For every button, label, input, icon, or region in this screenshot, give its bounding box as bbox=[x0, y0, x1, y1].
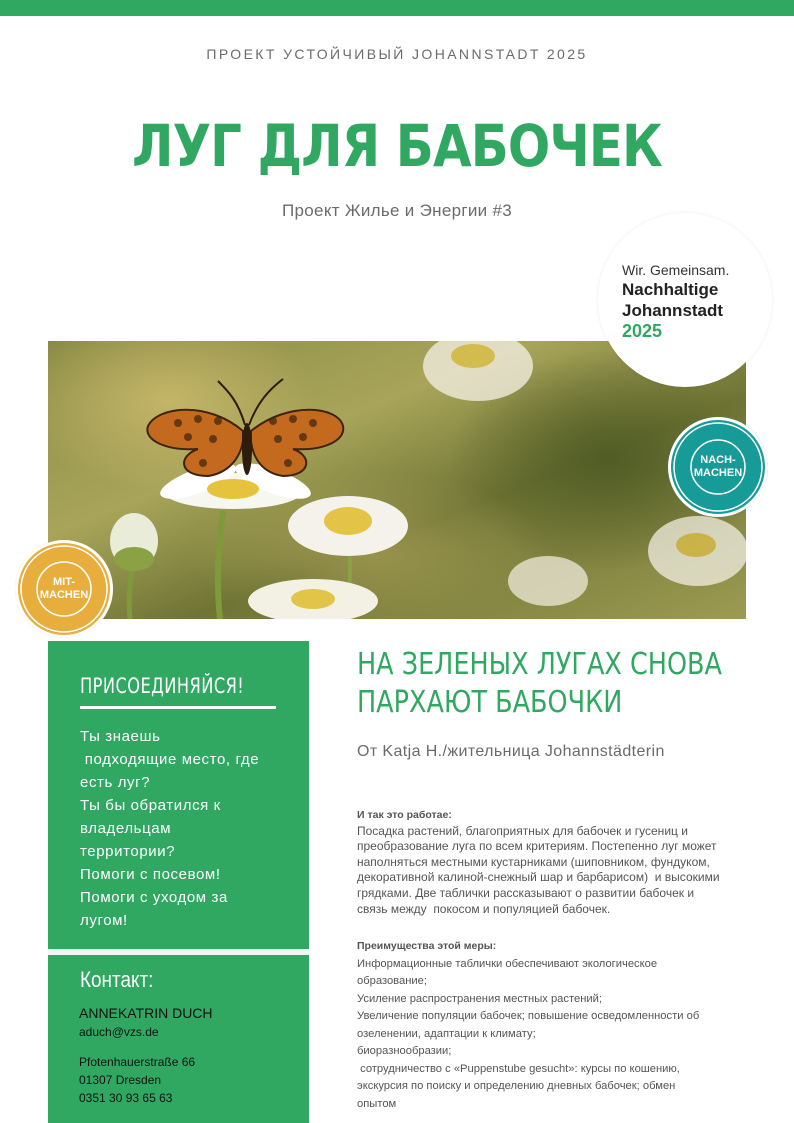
how-it-works-section bbox=[357, 808, 757, 917]
benefit-line: Увеличение популяции бабочек; повышение осведомленности об bbox=[357, 1010, 700, 1022]
join-line: территории? bbox=[80, 843, 176, 860]
contact-name: ANNEKATRIN DUCH bbox=[79, 1005, 213, 1021]
benefit-line: образование; bbox=[357, 975, 427, 987]
join-panel bbox=[48, 641, 309, 1123]
contact-email[interactable]: aduch@vzs.de bbox=[79, 1025, 159, 1039]
paragraph-line: наполняться местными кустарниками (шиповником, фундуком, bbox=[357, 854, 710, 869]
paragraph-line: декоративной калиной-снежный шар и барбарисом) и высокими bbox=[357, 870, 720, 885]
join-line: Ты знаешь bbox=[80, 728, 161, 745]
contact-address bbox=[79, 1053, 195, 1107]
benefit-line: экскурсия по поиску и определению дневных бабочек; обмен bbox=[357, 1080, 676, 1092]
panel-divider bbox=[48, 949, 309, 955]
project-line: ПРОЕКТ УСТОЙЧИВЫЙ JOHANNSTADT 2025 bbox=[206, 46, 588, 62]
logo-year: 2025 bbox=[622, 321, 663, 341]
contact-street: Pfotenhauerstraße 66 bbox=[79, 1055, 196, 1069]
logo-name-line2: Johannstadt bbox=[622, 301, 724, 320]
section-heading: И так это работае: bbox=[357, 809, 452, 821]
nachhaltige-johannstadt-logo bbox=[598, 213, 772, 387]
badge-label: MIT- MACHEN bbox=[39, 576, 89, 601]
contact-city: 01307 Dresden bbox=[79, 1073, 162, 1087]
contact-title: Контакт: bbox=[80, 967, 154, 992]
article-author: От Katja H./жительница Johannstädterin bbox=[357, 743, 665, 760]
badge-label: NACH- MACHEN bbox=[693, 454, 743, 479]
join-line: владельцам bbox=[80, 820, 172, 837]
contact-phone[interactable]: 0351 30 93 65 63 bbox=[79, 1091, 173, 1105]
join-line: лугом! bbox=[80, 912, 128, 929]
join-line: Помоги с уходом за bbox=[80, 889, 228, 906]
join-line: Помоги с посевом! bbox=[80, 866, 221, 883]
page-title: ЛУГ ДЛЯ БАБОЧЕК bbox=[132, 112, 662, 180]
paragraph-line: преобразование луга по всем критериям. Постепенно луг может bbox=[357, 839, 717, 854]
logo-name-line1: Nachhaltige bbox=[622, 280, 719, 299]
paragraph-line: связь между покосом и популяцией бабочек. bbox=[357, 901, 611, 916]
benefit-line: сотрудничество с «Puppenstube gesucht»: курсы по кошению, bbox=[357, 1062, 680, 1075]
join-line: подходящие место, где bbox=[80, 751, 260, 768]
section-heading: Преимущества этой меры: bbox=[357, 940, 497, 952]
article-title bbox=[357, 646, 722, 722]
benefit-line: озеленении, адаптации к климату; bbox=[357, 1027, 536, 1040]
join-divider bbox=[80, 706, 276, 709]
join-title: ПРИСОЕДИНЯЙСЯ! bbox=[80, 674, 245, 698]
top-accent-bar bbox=[0, 0, 794, 16]
benefits-section bbox=[357, 938, 757, 1113]
mitmachen-badge bbox=[15, 540, 113, 638]
benefit-line: опытом bbox=[357, 1097, 397, 1110]
join-line: Ты бы обратился к bbox=[80, 797, 221, 814]
article-title-line1: НА ЗЕЛЕНЫХ ЛУГАХ СНОВА bbox=[357, 647, 722, 682]
photo-drawing bbox=[48, 341, 746, 619]
paragraph-line: Посадка растений, благоприятных для бабочек и гусениц и bbox=[357, 823, 688, 838]
benefit-line: Информационные таблички обеспечивают экологическое bbox=[357, 957, 658, 970]
join-text bbox=[80, 725, 295, 932]
paragraph-line: грядками. Две таблички рассказывают о развитии бабочек и bbox=[357, 885, 695, 900]
article-title-line2: ПАРХАЮТ БАБОЧКИ bbox=[357, 685, 623, 720]
logo-name bbox=[622, 279, 723, 321]
benefit-line: Усиление распространения местных растений; bbox=[357, 992, 602, 1005]
page-subtitle: Проект Жилье и Энергии #3 bbox=[282, 201, 512, 220]
logo-tagline: Wir. Gemeinsam. bbox=[622, 262, 730, 278]
join-line: есть луг? bbox=[80, 774, 151, 791]
nachmachen-badge bbox=[668, 417, 768, 517]
butterfly-meadow-photo bbox=[48, 341, 746, 619]
benefit-line: биоразнообразии; bbox=[357, 1045, 452, 1057]
